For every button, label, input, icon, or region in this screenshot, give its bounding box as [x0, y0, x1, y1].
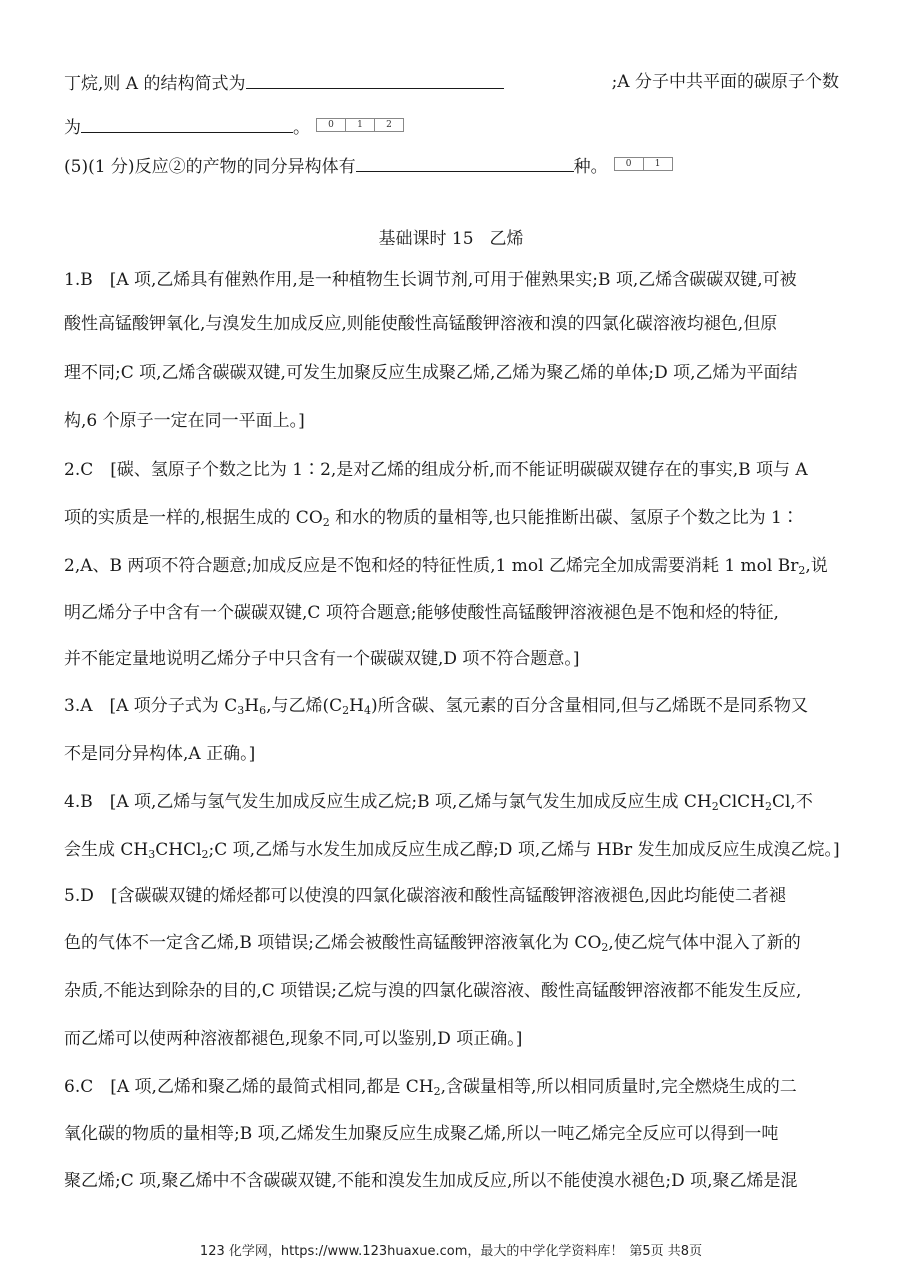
score-cell: 0: [317, 119, 346, 131]
answer-line: 6.C [A 项,乙烯和聚乙烯的最简式相同,都是 $CH_2$,含碳量相等,所以相同质量时,完全燃烧生成的二: [64, 1077, 797, 1098]
footer-page-number: 第5页 共8页: [629, 1244, 703, 1259]
section-title: 基础课时 15: [378, 229, 474, 249]
answer-line: 明乙烯分子中含有一个碳碳双键,C 项符合题意;能够使酸性高锰酸钾溶液褪色是不饱和烃的特征,: [64, 603, 779, 623]
q4-text-c: 为: [64, 118, 81, 138]
answer-blank-carbon-count[interactable]: [81, 114, 293, 133]
score-box-2: [614, 157, 673, 171]
answer-line: 色的气体不一定含乙烯,B 项错误;乙烯会被酸性高锰酸钾溶液氧化为 $CO_2$,使乙烷气体中混入了新的: [64, 933, 801, 954]
answer-line: 4.B [A 项,乙烯与氢气发生加成反应生成乙烷;B 项,乙烯与氯气发生加成反应生成 $CH_2ClCH_2Cl$,不: [64, 792, 813, 813]
q4-text-b: ;A 分子中共平面的碳原子个数: [611, 72, 839, 92]
answer-line: 3.A [A 项分子式为 $C_3H_6$,与乙烯$(C_2H_4)$所含碳、氢元素的百分含量相同,但与乙烯既不是同系物又: [64, 696, 808, 717]
answer-line: 2.C [碳、氢原子个数之比为 1∶2,是对乙烯的组成分析,而不能证明碳碳双键存在的事实,B 项与 A: [64, 460, 808, 480]
answer-line: 2,A、B 两项不符合题意;加成反应是不饱和烃的特征性质,1 mol 乙烯完全加成需要消耗 1 mol $Br_2$,说: [64, 556, 828, 577]
score-cell: 1: [654, 158, 661, 169]
answer-line: 5.D [含碳碳双键的烯烃都可以使溴的四氯化碳溶液和酸性高锰酸钾溶液褪色,因此均能使二者褪: [64, 886, 786, 906]
answer-line: 不是同分异构体,A 正确。]: [64, 744, 256, 764]
section-subtitle: 乙烯: [489, 229, 524, 249]
score-box-1: [316, 118, 404, 132]
footer-site: 123 化学网，https://www.123huaxue.com，最大的中学化学资料库！: [199, 1244, 624, 1259]
answer-line: 杂质,不能达到除杂的目的,C 项错误;乙烷与溴的四氯化碳溶液、酸性高锰酸钾溶液都不能发生反应,: [64, 981, 802, 1001]
score-cell: 1: [346, 119, 375, 131]
q4-text-a: 丁烷,则 A 的结构简式为: [64, 74, 246, 94]
answer-line: 酸性高锰酸钾氧化,与溴发生加成反应,则能使酸性高锰酸钾溶液和溴的四氯化碳溶液均褪色,但原: [64, 314, 778, 334]
section-heading: [0, 227, 902, 251]
answer-line: 会生成 $CH_3CHCl_2;C$ 项,乙烯与水发生加成反应生成乙醇;D 项,乙烯与 HBr 发生加成反应生成溴乙烷。]: [64, 840, 840, 861]
answer-line: 理不同;C 项,乙烯含碳碳双键,可发生加聚反应生成聚乙烯,乙烯为聚乙烯的单体;D 项,乙烯为平面结: [64, 363, 798, 383]
question-line-3: [64, 153, 839, 179]
score-cell: 2: [386, 119, 392, 130]
answer-line: 项的实质是一样的,根据生成的 $CO_2$ 和水的物质的量相等,也只能推断出碳、氢原子个数之比为 1∶: [64, 508, 799, 529]
answer-line: 1.B [A 项,乙烯具有催熟作用,是一种植物生长调节剂,可用于催熟果实;B 项,乙烯含碳碳双键,可被: [64, 270, 797, 290]
answer-blank-structure[interactable]: [246, 70, 504, 89]
answer-line: 聚乙烯;C 项,聚乙烯中不含碳碳双键,不能和溴发生加成反应,所以不能使溴水褪色;D 项,聚乙烯是混: [64, 1171, 798, 1191]
q5-text-b: 种。: [573, 157, 608, 177]
page-footer: [0, 1240, 902, 1259]
question-line-1: [64, 70, 839, 96]
answer-line: 并不能定量地说明乙烯分子中只含有一个碳碳双键,D 项不符合题意。]: [64, 649, 580, 669]
score-cell: 0: [615, 158, 644, 170]
q5-text-a: (5)(1 分)反应②的产物的同分异构体有: [64, 157, 356, 177]
answer-line: 而乙烯可以使两种溶液都褪色,现象不同,可以鉴别,D 项正确。]: [64, 1029, 523, 1049]
answer-line: 氧化碳的物质的量相等;B 项,乙烯发生加聚反应生成聚乙烯,所以一吨乙烯完全反应可以得到一吨: [64, 1124, 779, 1144]
answer-line: 构,6 个原子一定在同一平面上。]: [64, 411, 305, 431]
q4-text-d: 。: [293, 118, 310, 138]
answer-blank-isomers[interactable]: [356, 153, 574, 172]
question-line-2: [64, 114, 839, 140]
